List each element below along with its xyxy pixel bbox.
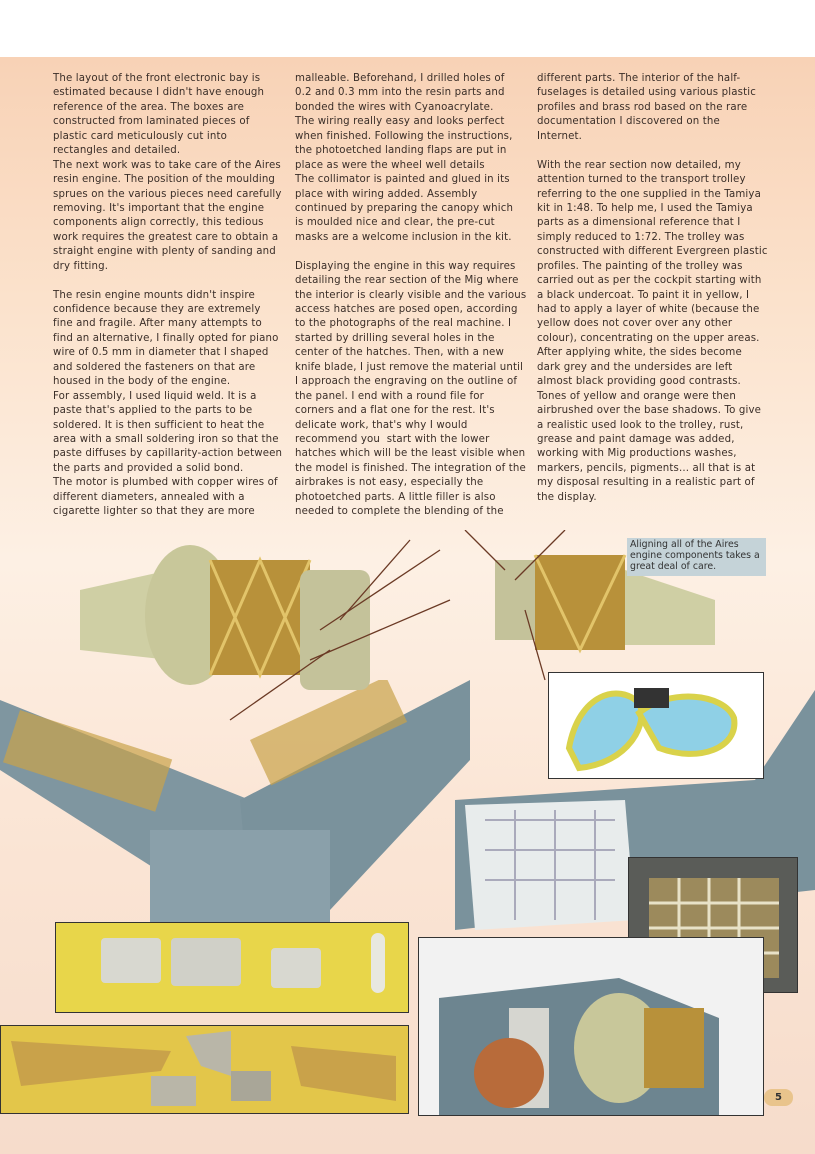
text-line: and soldered the fasteners on that are (53, 361, 256, 373)
text-line: photoetched parts. A little filler is also (295, 491, 496, 503)
text-line: housed in the body of the engine. (53, 376, 231, 388)
text-line: paste that's applied to the parts to be (53, 405, 253, 417)
text-line: confidence because they are extremely (53, 304, 261, 315)
text-line: removing. It's important that the engine (53, 202, 265, 214)
text-line: With the rear section now detailed, my (537, 159, 741, 171)
text-line: kit in 1:48. To help me, I used the Tamiya (537, 202, 753, 214)
text-line: working with Mig productions washes, (537, 448, 737, 460)
text-line: needed to complete the blending of the (295, 506, 504, 518)
photoetch-parts-photo (0, 1025, 409, 1114)
photo-caption: Aligning all of the Aires engine components takes a great deal of care. (627, 538, 766, 576)
text-line: profiles. The painting of the trolley was (537, 260, 743, 272)
text-line: work requires the greatest care to obtain a (53, 231, 279, 243)
text-line: paste diffuses by capillarity-action between (53, 448, 283, 460)
text-line: different diameters, annealed with a (53, 491, 245, 503)
text-line: place as were the wheel well details (295, 159, 485, 171)
text-line: almost black providing good contrasts. (537, 376, 741, 388)
text-line: referring to the one supplied in the Tamiya (537, 188, 761, 200)
text-line: airbrakes is not easy, especially the (295, 477, 484, 489)
text-line: center of the hatches. Then, with a new (295, 347, 504, 359)
text-line: soldered. It is then sufficient to heat the (53, 419, 265, 431)
text-line: wire of 0.5 mm in diameter that I shaped (53, 347, 269, 359)
text-line: straight engine with plenty of sanding and (53, 246, 276, 258)
text-line: malleable. Beforehand, I drilled holes of (295, 73, 505, 84)
text-line: For assembly, I used liquid weld. It is a (53, 390, 257, 402)
text-line: colour), concentrating on the upper areas. (537, 332, 760, 344)
text-line: a realistic used look to the trolley, rust, (537, 419, 744, 431)
text-line: continued by preparing the canopy which (295, 202, 514, 214)
text-line: detailing the rear section of the Mig where (295, 275, 519, 287)
text-line: constructed with different Evergreen plastic (537, 246, 768, 258)
text-line: airbrushed over the base shadows. To give (537, 405, 762, 417)
text-line: the interior is clearly visible and the various (295, 289, 527, 301)
text-line: delicate work, that's why I would (295, 419, 468, 431)
text-line: resin engine. The position of the moulding (53, 174, 276, 186)
text-line: hatches which will be the least visible when (295, 448, 526, 460)
text-line: place with wiring added. Assembly (295, 188, 478, 200)
text-line: when finished. Following the instructions, (295, 130, 513, 142)
text-line: The wiring really easy and looks perfect (295, 116, 505, 128)
page-number: 5 (764, 1089, 793, 1106)
text-line: The motor is plumbed with copper wires of (53, 477, 278, 489)
text-line: bonded the wires with Cyanoacrylate. (295, 101, 494, 113)
text-line: Displaying the engine in this way requires (295, 260, 516, 272)
text-line: The collimator is painted and glued in its (295, 174, 510, 186)
text-line: the photoetched landing flaps are put in (295, 145, 507, 157)
text-line: Internet. (537, 130, 583, 142)
text-column-3 (537, 72, 782, 505)
text-line: dark grey and the undersides are left (537, 361, 733, 373)
coin-fuselage-photo (418, 937, 764, 1116)
text-line: recommend you start with the lower (295, 433, 490, 445)
text-line: The next work was to take care of the Aires (53, 159, 281, 171)
text-line: carried out as per the cockpit starting with (537, 275, 762, 287)
text-column-1 (53, 72, 298, 520)
text-line: fuselages is detailed using various plastic (537, 87, 756, 99)
text-line: plastic card meticulously cut into (53, 130, 227, 142)
text-line: the parts and provided a solid bond. (53, 462, 244, 474)
text-line: started by drilling several holes in the (295, 332, 495, 344)
text-line: area with a small soldering iron so that the (53, 433, 279, 445)
text-line: parts as a dimensional reference that I (537, 217, 741, 229)
text-line: After applying white, the sides become (537, 347, 742, 359)
text-line: sprues on the various pieces need carefully (53, 188, 282, 200)
text-line: yellow does not cover over any other (537, 318, 733, 330)
text-line: grease and paint damage was added, (537, 433, 735, 445)
text-line: constructed from laminated pieces of (53, 116, 250, 128)
text-line: the panel. I end with a round file for (295, 390, 484, 402)
text-line: my disposal resulting in a realistic part of (537, 477, 755, 489)
text-line: had to apply a layer of white (because the (537, 304, 760, 315)
text-line: knife blade, I just remove the material until (295, 361, 524, 373)
text-column-2 (295, 72, 540, 520)
engine-photo-left (60, 530, 470, 730)
text-line (53, 274, 298, 288)
text-line: simply reduced to 1:72. The trolley was (537, 231, 745, 243)
text-line: profiles and brass rod based on the rare (537, 101, 748, 113)
canopy-photo (548, 672, 764, 779)
text-line: Tones of yellow and orange were then (537, 390, 736, 402)
text-line: I approach the engraving on the outline of (295, 376, 518, 388)
text-line: a black undercoat. To paint it in yellow, I (537, 289, 750, 301)
text-line: cigarette lighter so that they are more (53, 506, 255, 518)
text-line: access hatches are posed open, according (295, 304, 518, 315)
text-line: 0.2 and 0.3 mm into the resin parts and (295, 87, 505, 99)
text-line: The resin engine mounts didn't inspire (53, 289, 255, 301)
text-line: to the photographs of the real machine. I (295, 318, 512, 330)
text-line: estimated because I didn't have enough (53, 87, 265, 99)
text-line: masks are a welcome inclusion in the kit. (295, 231, 512, 243)
text-line: find an alternative, I finally opted for piano (53, 332, 279, 344)
text-line: The layout of the front electronic bay is (53, 73, 261, 84)
text-line: the display. (537, 491, 597, 503)
text-line: is moulded nice and clear, the pre-cut (295, 217, 495, 229)
text-line: rectangles and detailed. (53, 145, 181, 157)
text-line: different parts. The interior of the half- (537, 73, 741, 84)
text-line: components align correctly, this tedious (53, 217, 264, 229)
text-line: reference of the area. The boxes are (53, 101, 245, 113)
text-line: markers, pencils, pigments... all that is at (537, 462, 756, 474)
text-line: the model is finished. The integration of the (295, 462, 526, 474)
text-line (537, 144, 782, 158)
electronic-boxes-photo (55, 922, 409, 1013)
text-line: fine and fragile. After many attempts to (53, 318, 262, 330)
text-line: corners and a flat one for the rest. It's (295, 405, 495, 417)
text-line: attention turned to the transport trolley (537, 174, 746, 186)
text-line: documentation I discovered on the (537, 116, 720, 128)
text-line (295, 245, 540, 259)
text-line: dry fitting. (53, 260, 109, 272)
